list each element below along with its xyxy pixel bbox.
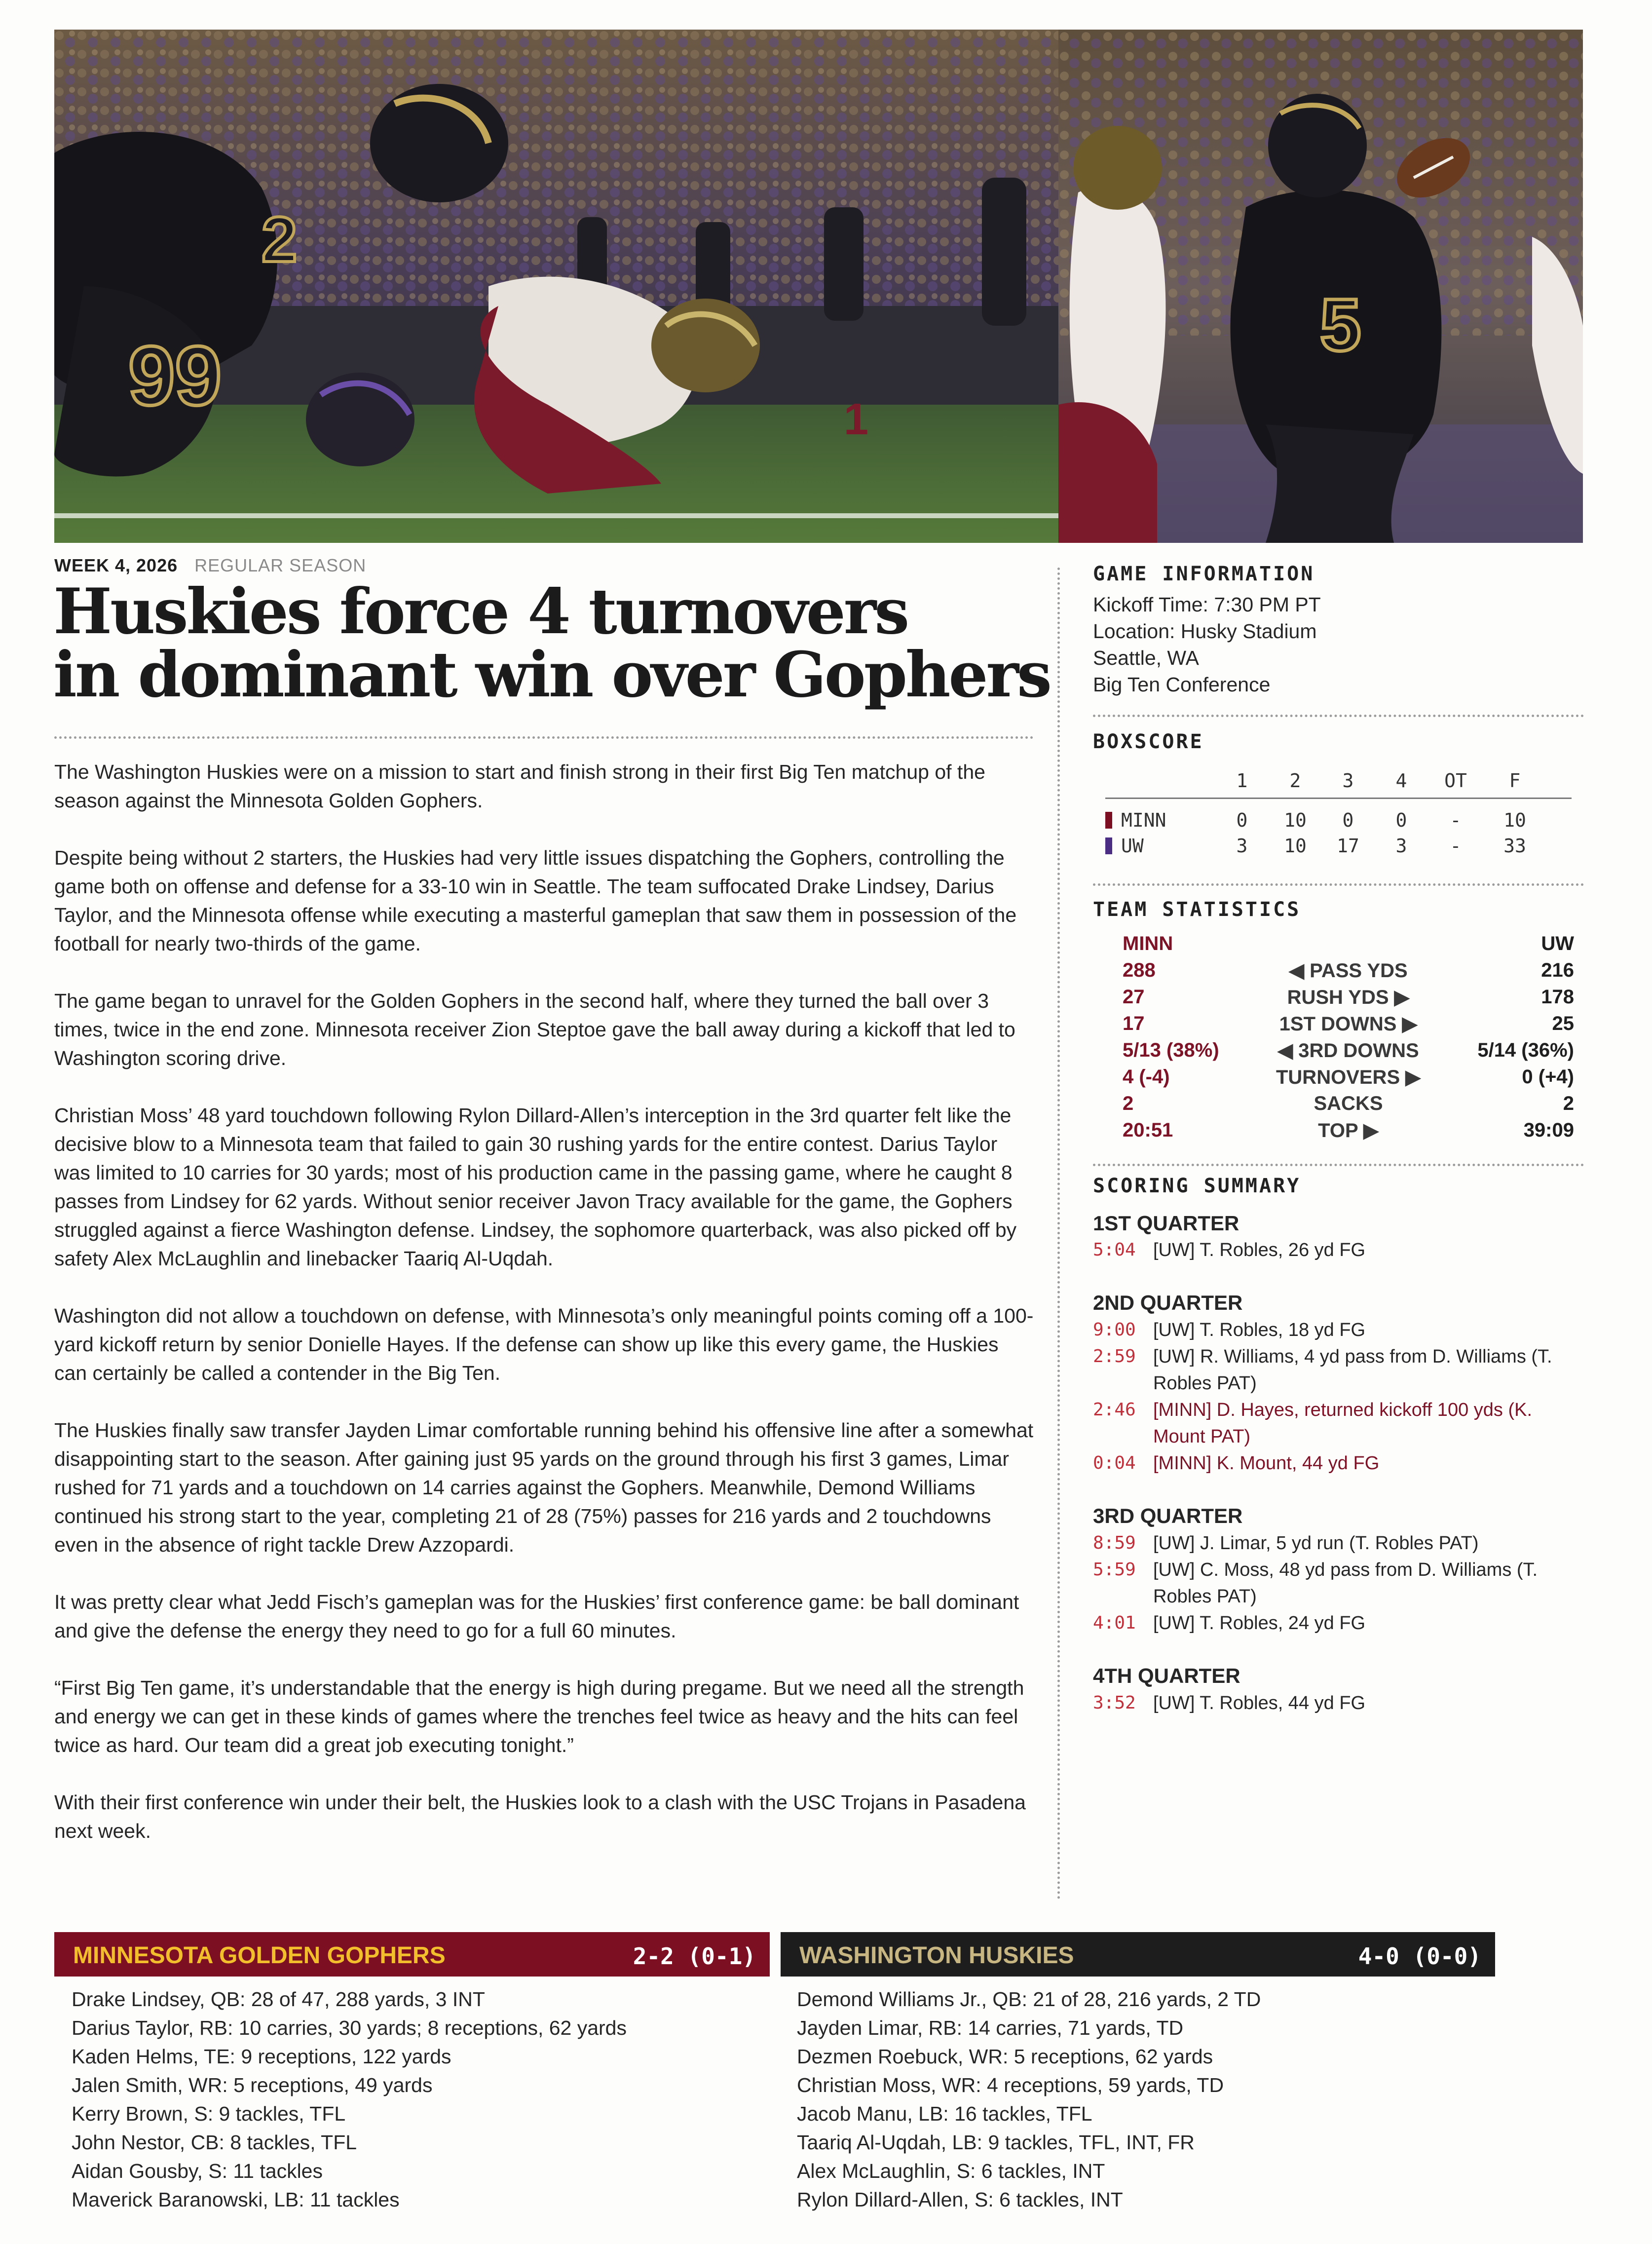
boxscore-score: 33	[1503, 835, 1526, 857]
team-bar-minnesota	[54, 1932, 770, 1977]
play-time: 5:59	[1093, 1559, 1136, 1580]
article-body	[54, 758, 1034, 1874]
player-stats-minnesota	[72, 1985, 627, 2214]
stats-left-team: MINN	[1123, 933, 1173, 954]
season-type-label: REGULAR SEASON	[194, 555, 367, 575]
player-stat-line: Aidan Gousby, S: 11 tackles	[72, 2160, 323, 2182]
play-description: [MINN] D. Hayes, returned kickoff 100 yds (K. Mount PAT)	[1153, 1400, 1533, 1447]
game-information-title: GAME INFORMATION	[1093, 563, 1315, 585]
play-time: 0:04	[1093, 1453, 1136, 1473]
play-description: [UW] R. Williams, 4 yd pass from D. Williams (T. Robles PAT)	[1153, 1346, 1552, 1394]
stat-label: SACKS	[1314, 1093, 1383, 1114]
play-description: [UW] T. Robles, 24 yd FG	[1153, 1613, 1366, 1634]
play-description: [UW] T. Robles, 44 yd FG	[1153, 1693, 1366, 1713]
player-stat-line: Jacob Manu, LB: 16 tackles, TFL	[797, 2102, 1092, 2125]
play-description: [UW] C. Moss, 48 yd pass from D. Williams (T. Robles PAT)	[1153, 1559, 1538, 1607]
game-information	[1093, 563, 1584, 698]
article-paragraph: With their first conference win under their belt, the Huskies look to a clash with the USC Trojans in Pasadena next week.	[54, 1791, 1026, 1842]
week-label: WEEK 4, 2026	[54, 555, 178, 575]
quarter-heading: 2ND QUARTER	[1093, 1291, 1243, 1314]
hero-photo-catch	[1058, 30, 1583, 543]
kickoff-time: Kickoff Time: 7:30 PM PT	[1093, 593, 1321, 616]
stat-row	[1123, 1066, 1574, 1093]
article-divider	[54, 736, 1034, 739]
player-stat-line: Kaden Helms, TE: 9 receptions, 122 yards	[72, 2045, 451, 2068]
play-description: [UW] T. Robles, 26 yd FG	[1153, 1240, 1366, 1260]
stat-label: TOP ▶	[1318, 1120, 1379, 1141]
boxscore-row-uw	[1105, 835, 1572, 860]
boxscore-header: OT	[1444, 770, 1467, 792]
play-description: [UW] J. Limar, 5 yd run (T. Robles PAT)	[1153, 1533, 1479, 1554]
team-stats-header	[1123, 933, 1574, 959]
photo-jersey-number: 1	[844, 395, 869, 444]
stat-left-value: 5/13 (38%)	[1123, 1039, 1219, 1061]
player-stat-line: Christian Moss, WR: 4 receptions, 59 yards, TD	[797, 2074, 1224, 2096]
photo-jersey-number: 99	[128, 329, 222, 423]
scoring-summary-title: SCORING SUMMARY	[1093, 1175, 1301, 1197]
play-description: [UW] T. Robles, 18 yd FG	[1153, 1320, 1366, 1340]
team-bar-washington	[781, 1932, 1495, 1977]
player-stat-line: Kerry Brown, S: 9 tackles, TFL	[72, 2102, 346, 2125]
player-stat-line: Demond Williams Jr., QB: 21 of 28, 216 yards, 2 TD	[797, 1988, 1261, 2011]
play-time: 4:01	[1093, 1613, 1136, 1633]
team-color-chip	[1105, 837, 1112, 854]
stat-right-value: 216	[1541, 959, 1574, 981]
play-time: 5:04	[1093, 1240, 1136, 1260]
team-name: WASHINGTON HUSKIES	[799, 1942, 1074, 1969]
article-paragraph: “First Big Ten game, it’s understandable that the energy is high during pregame. But we need all the strength and energy we can get in these kinds of games where the trenches feel twice as heavy and the hits can feel twice as hard. Our team did a great job executing tonight.”	[54, 1676, 1024, 1756]
team-statistics	[1093, 898, 1584, 1141]
stat-label: ◀ PASS YDS	[1289, 960, 1408, 982]
boxscore-score: 10	[1284, 809, 1307, 831]
article-paragraph: The Washington Huskies were on a mission to start and finish strong in their first Big Ten matchup of the season against the Minnesota Golden Gophers.	[54, 761, 985, 812]
article-paragraph: It was pretty clear what Jedd Fisch’s gameplan was for the Huskies’ first conference game: be ball dominant and give the defense the energy they need to go for a full 60 minutes.	[54, 1591, 1019, 1642]
stat-left-value: 2	[1123, 1093, 1134, 1114]
team-name: MINNESOTA GOLDEN GOPHERS	[73, 1942, 446, 1969]
boxscore-score: -	[1450, 835, 1462, 857]
boxscore-score: 3	[1236, 835, 1248, 857]
quarter-heading: 1ST QUARTER	[1093, 1212, 1239, 1235]
article-paragraph: Despite being without 2 starters, the Huskies had very little issues dispatching the Gophers, controlling the game both on offense and defense for a 33-10 win in Seattle. The team suffocated Drake Lindsey, Darius Taylor, and the Minnesota offense while executing a masterful gameplan that saw them in possession of the football for nearly two-thirds of the game.	[54, 846, 1017, 955]
stat-label: ◀ 3RD DOWNS	[1277, 1040, 1419, 1062]
player-stat-line: Rylon Dillard-Allen, S: 6 tackles, INT	[797, 2188, 1123, 2211]
stat-label: RUSH YDS ▶	[1287, 987, 1410, 1008]
boxscore-title: BOXSCORE	[1093, 730, 1204, 753]
player-stat-line: John Nestor, CB: 8 tackles, TFL	[72, 2131, 357, 2154]
team-record: 4-0 (0-0)	[1358, 1943, 1481, 1970]
kicker	[54, 555, 366, 576]
player-stat-line: Maverick Baranowski, LB: 11 tackles	[72, 2188, 400, 2211]
stat-row	[1123, 1039, 1574, 1066]
column-divider	[1057, 568, 1060, 1900]
headline	[53, 575, 1050, 711]
player-stat-line: Jayden Limar, RB: 14 carries, 71 yards, TD	[797, 2016, 1184, 2039]
article-paragraph: Christian Moss’ 48 yard touchdown following Rylon Dillard-Allen’s interception in the 3rd quarter felt like the decisive blow to a Minnesota team that failed to gain 30 rushing yards for the entire contest. Darius Taylor was limited to 10 carries for 30 yards; most of his production came in the passing game, where he caught 8 passes from Lindsey for 62 yards. Without senior receiver Javon Tracy available for the game, the Gophers struggled against a fierce Washington defense. Lindsey, the sophomore quarterback, was also picked off by safety Alex McLaughlin and linebacker Taariq Al-Uqdah.	[54, 1104, 1017, 1270]
boxscore-team: UW	[1121, 835, 1144, 857]
boxscore-score: 10	[1503, 809, 1526, 831]
photo-jersey-number: 5	[1320, 283, 1361, 366]
hero-photo-tackle	[54, 30, 1058, 543]
play-time: 9:00	[1093, 1320, 1136, 1340]
sidebar-divider	[1093, 715, 1584, 717]
stat-right-value: 2	[1563, 1093, 1574, 1114]
player-stat-line: Darius Taylor, RB: 10 carries, 30 yards; 8 receptions, 62 yards	[72, 2016, 627, 2039]
stat-left-value: 20:51	[1123, 1119, 1173, 1141]
sidebar-divider	[1093, 1164, 1584, 1166]
play-time: 2:59	[1093, 1346, 1136, 1367]
boxscore-score: 17	[1337, 835, 1359, 857]
stats-right-team: UW	[1541, 933, 1574, 954]
stat-right-value: 178	[1541, 986, 1574, 1008]
stat-row	[1123, 1013, 1574, 1039]
boxscore-score: 10	[1284, 835, 1307, 857]
sidebar-divider	[1093, 883, 1584, 886]
stat-label: TURNOVERS ▶	[1276, 1066, 1421, 1088]
conference: Big Ten Conference	[1093, 673, 1271, 696]
scoring-summary	[1093, 1175, 1584, 1713]
stat-left-value: 27	[1123, 986, 1145, 1008]
boxscore-header-row	[1105, 770, 1572, 795]
boxscore-header: F	[1509, 770, 1521, 792]
city: Seattle, WA	[1093, 647, 1199, 669]
stat-row	[1123, 1119, 1574, 1146]
player-stat-line: Jalen Smith, WR: 5 receptions, 49 yards	[72, 2074, 433, 2096]
stat-row	[1123, 1093, 1574, 1119]
quarter-heading: 3RD QUARTER	[1093, 1504, 1243, 1527]
boxscore-header-divider	[1105, 798, 1572, 799]
article-paragraph: Washington did not allow a touchdown on defense, with Minnesota’s only meaningful points coming off a 100-yard kickoff return by senior Donielle Hayes. If the defense can show up like this every game, the Huskies can certainly be called a contender in the Big Ten.	[54, 1304, 1034, 1384]
stat-left-value: 288	[1123, 959, 1156, 981]
boxscore-header: 1	[1236, 770, 1248, 792]
boxscore	[1093, 730, 1584, 857]
player-stat-line: Alex McLaughlin, S: 6 tackles, INT	[797, 2160, 1105, 2182]
stat-right-value: 39:09	[1523, 1119, 1574, 1141]
boxscore-team: MINN	[1121, 809, 1166, 831]
player-stats-washington	[797, 1985, 1261, 2214]
article-paragraph: The game began to unravel for the Golden Gophers in the second half, where they turned the ball over 3 times, twice in the end zone. Minnesota receiver Zion Steptoe gave the ball away during a kickoff that led to Washington scoring drive.	[54, 989, 1015, 1069]
stat-left-value: 17	[1123, 1013, 1145, 1034]
stat-right-value: 5/14 (36%)	[1477, 1039, 1574, 1061]
article-paragraph: The Huskies finally saw transfer Jayden Limar comfortable running behind his offensive line after a somewhat disappointing start to the season. After gaining just 95 yards on the ground through his first 3 games, Limar rushed for 71 yards and a touchdown on 14 carries against the Gophers. Meanwhile, Demond Williams continued his strong start to the year, completing 21 of 28 (75%) passes for 216 yards and 2 touchdowns even in the absence of right tackle Drew Azzopardi.	[54, 1419, 1034, 1556]
stat-left-value: 4 (-4)	[1123, 1066, 1170, 1088]
location: Location: Husky Stadium	[1093, 620, 1317, 643]
headline-line: Huskies force 4 turnovers	[53, 575, 908, 648]
boxscore-score: 3	[1395, 835, 1407, 857]
team-color-chip	[1105, 812, 1112, 829]
boxscore-score: -	[1450, 809, 1462, 831]
boxscore-score: 0	[1236, 809, 1248, 831]
photo-jersey-number: 2	[262, 203, 298, 275]
stat-right-value: 25	[1552, 1013, 1574, 1034]
stat-label: 1ST DOWNS ▶	[1279, 1013, 1418, 1035]
play-time: 8:59	[1093, 1533, 1136, 1553]
headline-line: in dominant win over Gophers	[53, 638, 1050, 711]
boxscore-row-minn	[1105, 809, 1572, 834]
boxscore-header: 2	[1289, 770, 1301, 792]
player-stat-line: Taariq Al-Uqdah, LB: 9 tackles, TFL, INT, FR	[797, 2131, 1195, 2154]
play-time: 3:52	[1093, 1693, 1136, 1713]
play-time: 2:46	[1093, 1400, 1136, 1420]
stat-right-value: 0 (+4)	[1522, 1066, 1574, 1088]
boxscore-header: 4	[1395, 770, 1407, 792]
stat-row	[1123, 959, 1574, 986]
player-stat-line: Dezmen Roebuck, WR: 5 receptions, 62 yards	[797, 2045, 1213, 2068]
boxscore-header: 3	[1342, 770, 1354, 792]
boxscore-score: 0	[1342, 809, 1354, 831]
boxscore-score: 0	[1395, 809, 1407, 831]
player-stat-line: Drake Lindsey, QB: 28 of 47, 288 yards, 3 INT	[72, 1988, 485, 2011]
team-statistics-title: TEAM STATISTICS	[1093, 898, 1301, 921]
play-description: [MINN] K. Mount, 44 yd FG	[1153, 1453, 1380, 1474]
quarter-heading: 4TH QUARTER	[1093, 1664, 1240, 1687]
stat-row	[1123, 986, 1574, 1013]
team-record: 2-2 (0-1)	[633, 1943, 756, 1970]
